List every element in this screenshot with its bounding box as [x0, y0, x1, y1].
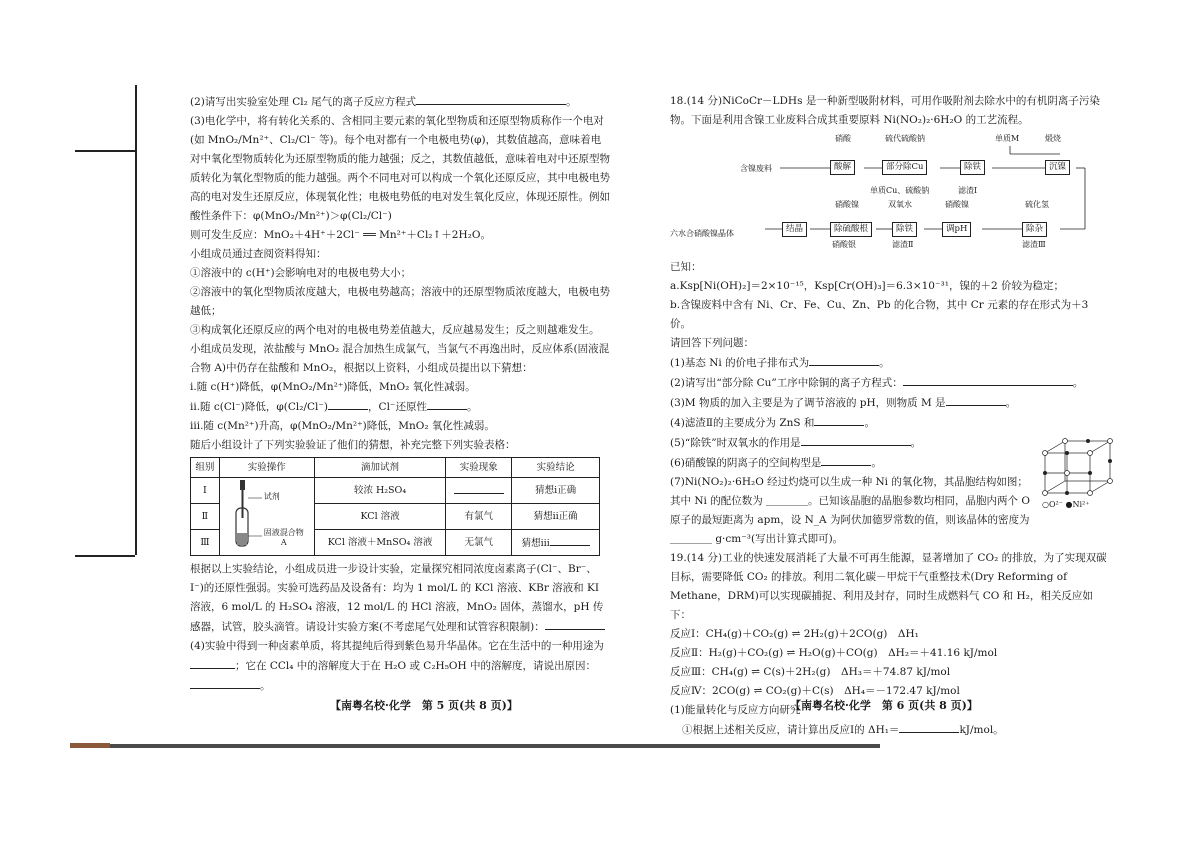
question-3-intro-4: ②溶液中的氧化型物质浓度越大，电极电势越高；溶液中的还原型物质浓度越大，电极电势越低；	[190, 286, 610, 317]
conclusion-paragraph	[190, 560, 610, 637]
left-page	[190, 92, 610, 696]
guess-2: ⅱ.随 c(Cl⁻)降低，φ(Cl₂/Cl⁻) ，Cl⁻还原性 。	[190, 397, 610, 417]
question-4: (4)实验中得到一种卤素单质，将其提纯后得到紫色易升华晶体。它在生活中的一种用途为；它在 CCl₄ 中的溶解度大于在 H₂O 或 C₂H₅OH 中的溶解度，请说出原因：。	[190, 640, 604, 692]
reaction-1: 反应Ⅰ：CH₄(g)＋CO₂(g) ⇌ 2H₂(g)＋2CO(g) ΔH₁	[670, 628, 919, 640]
flow-label: 硫化氢	[1025, 200, 1049, 209]
table-cell: 有氯气	[446, 504, 512, 530]
answer-blank[interactable]	[550, 533, 590, 546]
question-18-2: (2)请写出“部分除 Cu”工序中除铜的离子方程式： 。	[670, 373, 1110, 393]
question-18-title: 18.(14 分)NiCoCr－LDHs 是一种新型吸附材料，可用作吸附剂去除水中的有机阴离子污染物。下面是利用含镍工业废料合成其重要原料 Ni(NO₂)₂·6H₂O 的工艺流程。	[670, 95, 1100, 126]
binding-tick	[75, 150, 135, 152]
question-text: ；它在 CCl₄ 中的溶解度大于在 H₂O 或 C₂H₅OH 中的溶解度，请说出原因：	[235, 660, 597, 672]
answer-blank[interactable]	[814, 413, 864, 426]
flow-step-box: 除铁	[960, 160, 985, 175]
question-text: (5)“除铁”时双氧水的作用是	[670, 437, 801, 449]
answer-blank[interactable]	[821, 453, 871, 466]
question-3-intro-1: 则可发生反应：MnO₂＋4H⁺＋2Cl⁻ ══ Mn²⁺＋Cl₂↑＋2H₂O。	[190, 229, 491, 241]
flow-label: 硝酸	[835, 134, 851, 143]
question-18-3: (3)M 物质的加入主要是为了调节溶液的 pH，则物质 M 是 。	[670, 393, 1110, 413]
question-18-4: (4)滤渣Ⅱ的主要成分为 ZnS 和 。	[670, 413, 1110, 433]
answer-blank[interactable]	[903, 373, 1073, 386]
subquestion-1a	[670, 720, 1110, 740]
question-3-intro-0: (3)电化学中，将有转化关系的、含相同主要元素的氧化型物质和还原型物质称作一个电对(如 MnO₂/Mn²⁺、Cl₂/Cl⁻ 等)。每个电对都有一个电极电势(φ)，其数值越高，意味着电对中氧化型物质转化为还原型物质的能力越强；反之，其数值越低，意味着电对中还原型物质转化为氧化型物质的能力越强。两个不同电对可以构成一个氧化还原反应，其中电极电势高的电对发生还原反应，体现氧化性；电极电势低的电对发生氧化反应，体现还原性。例如酸性条件下：φ(MnO₂/Mn²⁺)＞φ(Cl₂/Cl⁻)	[190, 115, 610, 222]
table-intro: 随后小组设计了下列实验验证了他们的猜想，补充完整下列实验表格：	[190, 439, 516, 451]
answer-blank[interactable]	[190, 676, 260, 689]
right-page	[670, 92, 1110, 740]
answer-blank[interactable]	[328, 397, 368, 410]
guess-3: ⅲ.随 c(Mn²⁺)升高，φ(MnO₂/Mn²⁺)降低，MnO₂ 氧化性减弱。	[190, 420, 495, 432]
answer-blank[interactable]	[454, 481, 504, 494]
reaction-3: 反应Ⅲ：CH₄(g) ⇌ C(s)＋2H₂(g) ΔH₃＝＋74.87 kJ/mol	[670, 666, 951, 678]
answer-blank[interactable]	[899, 720, 959, 733]
experiment-table	[190, 457, 600, 556]
answer-blank[interactable]	[190, 656, 235, 669]
flow-label: 滤渣Ⅱ	[892, 240, 914, 249]
table-cell	[512, 530, 600, 556]
known-b: b.含镍废料中含有 Ni、Cr、Fe、Cu、Zn、Pb 的化合物，其中 Cr 元素的存在形式为＋3 价。	[670, 299, 1089, 330]
conclusion-text: 猜想ⅲ	[521, 537, 550, 549]
question-text: (2)请写出实验室处理 Cl₂ 尾气的离子反应方程式	[190, 96, 417, 108]
question-18-5: (5)“除铁”时双氧水的作用是 。	[670, 433, 1110, 453]
table-cell: Ⅰ	[191, 478, 220, 504]
flow-step-box: 调pH	[942, 222, 971, 237]
flow-label: 含镍废料	[740, 164, 772, 173]
table-header: 滴加试剂	[314, 458, 446, 478]
flow-label: 六水合硝酸镍晶体	[670, 229, 734, 238]
question-18-7: (7)Ni(NO₂)₂·6H₂O 经过灼烧可以生成一种 Ni 的氧化物，其晶胞结构如图；其中 Ni 的配位数为 ＿＿＿＿。已知该晶胞的晶胞参数均相同，晶胞内两个 O 原子的最短距离为 apm，设 N_A 为阿伏加德罗常数的值，则该晶体的密度为 ＿＿＿＿ g·cm⁻³(写出计算式即可)。	[670, 476, 1031, 545]
apparatus-label: 试剂	[263, 492, 280, 501]
question-3-intro-3: ①溶液中的 c(H⁺)会影响电对的电极电势大小；	[190, 267, 412, 279]
reaction-2: 反应Ⅱ：H₂(g)＋CO₂(g) ⇌ H₂O(g)＋CO(g) ΔH₂＝＋41.16 kJ/mol	[670, 647, 998, 659]
guess-text: ⅱ.随 c(Cl⁻)降低，φ(Cl₂/Cl⁻)	[190, 401, 329, 413]
flow-label: 滤渣Ⅲ	[1022, 240, 1046, 249]
page-footer-left: 【南粤名校·化学 第 5 页(共 8 页)】	[330, 699, 518, 712]
scan-edge	[70, 744, 880, 748]
flow-step-box: 酸解	[830, 160, 855, 175]
table-header: 实验操作	[219, 458, 314, 478]
paragraph-text: 根据以上实验结论，小组成员进一步设计实验，定量探究相同浓度卤素离子(Cl⁻、Br⁻、I⁻)的还原性强弱。实验可选药品及设备有：均为 1 mol/L 的 KCl 溶液、KBr 溶液和 KI 溶液，6 mol/L 的 H₂SO₄ 溶液，12 mol/L 的 HCl 溶液，MnO₂ 固体，蒸馏水，pH 传感器，试管，胶头滴管。请设计实验方案(不考虑尾气处理和试管容积限制)：	[190, 563, 604, 633]
question-text: (1)基态 Ni 的价电子排布式为	[670, 357, 810, 369]
flow-step-box: 部分除Cu	[882, 160, 927, 175]
question-3-intro-6: 小组成员发现，浓盐酸与 MnO₂ 混合加热生成氯气，当氯气不再逸出时，反应体系(固液混合物 A)中仍存在盐酸和 MnO₂，根据以上资料，小组成员提出以下猜想：	[190, 343, 610, 374]
table-cell[interactable]	[446, 478, 512, 504]
question-text: (4)滤渣Ⅱ的主要成分为 ZnS 和	[670, 417, 815, 429]
table-cell: Ⅱ	[191, 504, 220, 530]
flow-label: 硫代硫酸钠	[885, 134, 925, 143]
binding-line	[135, 85, 137, 555]
flow-label: 滤渣Ⅰ	[958, 186, 978, 195]
table-cell: Ⅲ	[191, 530, 220, 556]
unit-text: kJ/mol。	[959, 724, 1004, 736]
question-text: ①根据上述相关反应，请计算出反应Ⅰ的 ΔH₁＝	[682, 724, 900, 736]
apparatus-label: 固液混合物A	[263, 528, 304, 547]
guess-1: ⅰ.随 c(H⁺)降低，φ(MnO₂/Mn²⁺)降低，MnO₂ 氧化性减弱。	[190, 381, 476, 393]
flow-label: 单质M	[995, 134, 1020, 143]
flow-label: 硝酸银	[832, 240, 856, 249]
question-3-intro-5: ③构成氧化还原反应的两个电对的电极电势差值越大，反应越易发生；反之则越难发生。	[190, 324, 600, 336]
answer-blank[interactable]	[427, 397, 467, 410]
question-18-6: (6)硝酸镍的阴离子的空间构型是 。	[670, 453, 1110, 473]
apparatus-cell	[219, 478, 314, 556]
flow-step-box: 沉镍	[1045, 160, 1070, 175]
page-footer-right: 【南粤名校·化学 第 6 页(共 8 页)】	[790, 699, 978, 712]
subquestion-1: (1)能量转化与反应方向研究	[670, 704, 801, 716]
table-cell: KCl 溶液＋MnSO₄ 溶液	[314, 530, 446, 556]
answer-prompt: 请回答下列问题：	[670, 337, 754, 349]
question-text: (4)实验中得到一种卤素单质，将其提纯后得到紫色易升华晶体。它在生活中的一种用途为	[190, 640, 604, 652]
table-cell: 无氯气	[446, 530, 512, 556]
table-cell: 猜想ⅱ正确	[512, 504, 600, 530]
answer-blank[interactable]	[416, 92, 566, 105]
table-row	[191, 478, 600, 504]
table-cell: KCl 溶液	[314, 504, 446, 530]
question-text: (2)请写出“部分除 Cu”工序中除铜的离子方程式：	[670, 377, 903, 389]
known-title: 已知：	[670, 261, 702, 273]
binding-tick	[75, 555, 135, 557]
flow-step-box: 除硫酸根	[830, 222, 872, 237]
table-cell: 较浓 H₂SO₄	[314, 478, 446, 504]
flow-step-box: 除杂	[1022, 222, 1047, 237]
reaction-4: 反应Ⅳ：2CO(g) ⇌ CO₂(g)＋C(s) ΔH₄＝－172.47 kJ/mol	[670, 685, 960, 697]
flow-label: 硝酸镍	[835, 200, 859, 209]
answer-blank[interactable]	[801, 433, 911, 446]
answer-blank[interactable]	[809, 353, 879, 366]
flow-step-box: 除铁	[892, 222, 917, 237]
question-text: (3)M 物质的加入主要是为了调节溶液的 pH，则物质 M 是	[670, 397, 946, 409]
flow-step-box: 结晶	[782, 222, 807, 237]
flow-label: 单质Cu、硫酸钠	[870, 186, 930, 195]
process-flowchart	[670, 134, 1090, 254]
flow-label: 煅烧	[1045, 134, 1061, 143]
answer-blank[interactable]	[946, 393, 1006, 406]
table-header: 实验结论	[512, 458, 600, 478]
crystal-cell-icon	[1040, 438, 1120, 498]
flow-label: 硝酸镍	[945, 200, 969, 209]
flow-label: 双氧水	[888, 200, 912, 209]
answer-blank[interactable]	[545, 617, 605, 630]
crystal-legend: ○O²⁻ ●Ni²⁺	[1042, 500, 1090, 509]
table-header: 组别	[191, 458, 220, 478]
scan-edge	[70, 743, 110, 748]
question-2: (2)请写出实验室处理 Cl₂ 尾气的离子反应方程式 。	[190, 92, 610, 112]
table-cell: 猜想ⅰ正确	[512, 478, 600, 504]
question-18-1: (1)基态 Ni 的价电子排布式为 。	[670, 353, 1110, 373]
question-19-title: 19.(14 分)工业的快速发展消耗了大量不可再生能源，显著增加了 CO₂ 的排放，为了实现双碳目标，需要降低 CO₂ 的排放。利用二氧化碳－甲烷干气重整技术(Dry Reforming of Methane，DRM)可以实现碳捕捉、利用及封存，同时生成燃料气 CO 和 H₂，相关反应如下：	[670, 552, 1107, 621]
guess-text: ，Cl⁻还原性	[368, 401, 427, 413]
question-text: (6)硝酸镍的阴离子的空间构型是	[670, 457, 822, 469]
question-3-intro-2: 小组成员通过查阅资料得知：	[190, 248, 327, 260]
table-header: 实验现象	[446, 458, 512, 478]
known-a: a.Ksp[Ni(OH)₂]＝2×10⁻¹⁵，Ksp[Cr(OH)₃]＝6.3×10⁻³¹，镍的＋2 价较为稳定；	[670, 280, 1064, 292]
